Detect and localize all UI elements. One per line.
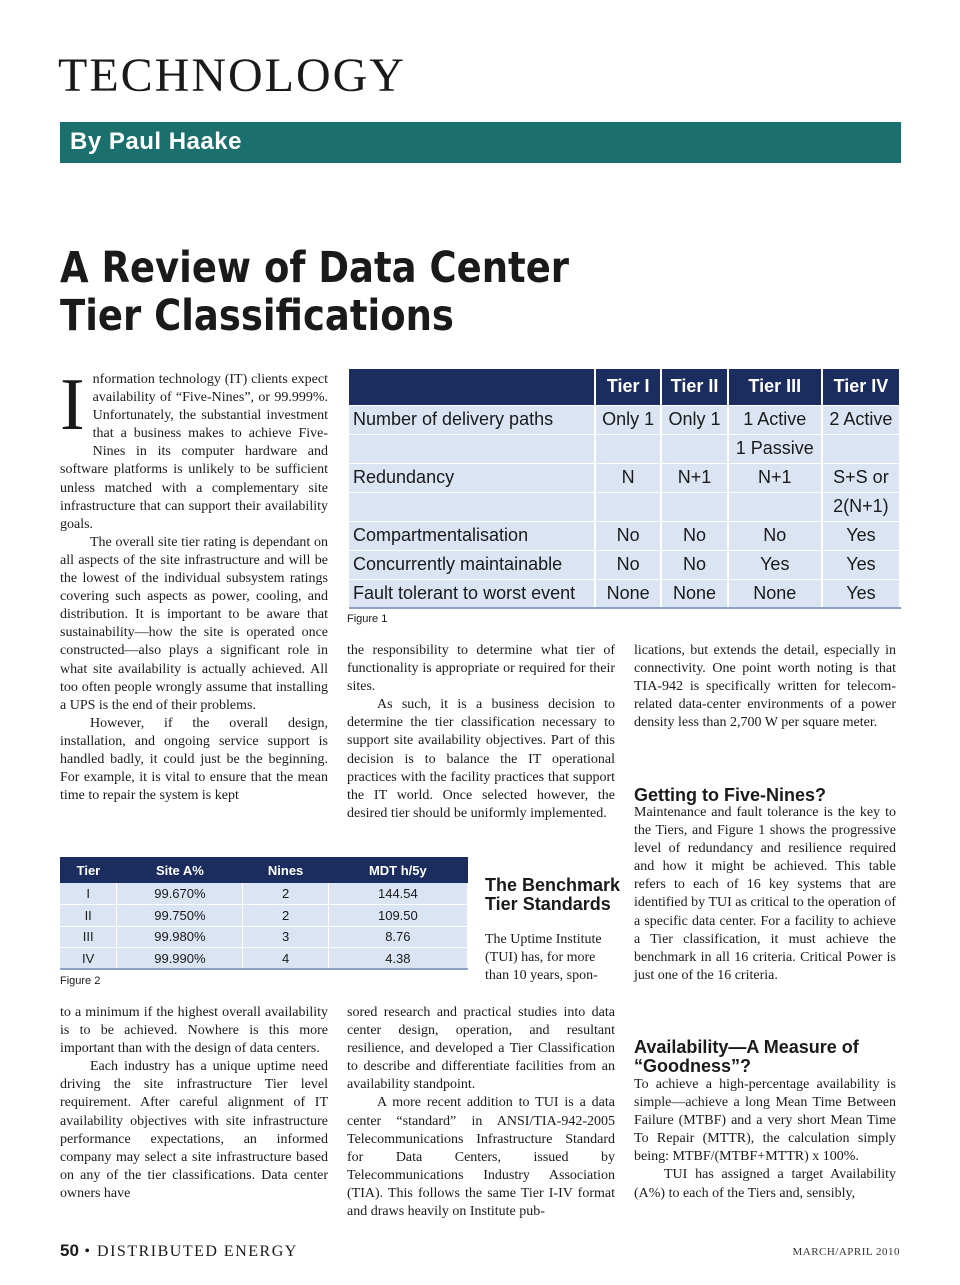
- table-cell: Compartmentalisation: [349, 521, 595, 550]
- paragraph: TUI has assigned a target Availability (A%) to each of the Tiers and, sensibly,: [634, 1167, 896, 1201]
- column-1: [60, 364, 328, 805]
- column-3: [634, 642, 896, 732]
- table-header-cell: Tier IV: [822, 369, 900, 405]
- table-cell: None: [728, 579, 822, 608]
- paragraph: A more recent addition to TUI is a data center “standard” in ANSI/TIA-942-2005 Telecommunications Infrastructure Standard for Data Centers, issued by Telecommunications Industry Association (TIA). This follows the same Tier I-IV format and draws heavily on Institute pub-: [347, 1095, 615, 1220]
- table-cell: None: [661, 579, 727, 608]
- table-cell: 2: [243, 905, 328, 927]
- issue-date: MARCH/APRIL 2010: [792, 1246, 900, 1258]
- table-cell: Yes: [822, 521, 900, 550]
- page-number: 50: [60, 1241, 79, 1260]
- table-cell: Yes: [822, 579, 900, 608]
- byline-bar: [60, 122, 901, 163]
- table-row: [60, 905, 468, 927]
- table-cell: No: [661, 521, 727, 550]
- table-cell: Yes: [728, 550, 822, 579]
- table-cell: 2: [243, 883, 328, 905]
- table-cell: 1 Active: [728, 405, 822, 434]
- paragraph: To achieve a high-percentage availability is simple—achieve a long Mean Time Between Failure (MTBF) and a very short Mean Time To Repair (MTTR), the calculation simply being: MTBF/(MTBF+MTTR) x 100%.: [634, 1077, 896, 1165]
- figure-2-caption: Figure 2: [60, 975, 101, 987]
- table-header-cell: Tier: [60, 857, 117, 883]
- table-cell: [595, 492, 661, 521]
- table-cell: [728, 492, 822, 521]
- table-row: [349, 434, 900, 463]
- table-row: [349, 405, 900, 434]
- table-header-cell: Tier I: [595, 369, 661, 405]
- table-header-cell: Tier III: [728, 369, 822, 405]
- table-cell: 99.750%: [117, 905, 243, 927]
- table-cell: [349, 434, 595, 463]
- table-cell: 4: [243, 948, 328, 970]
- table-cell: N+1: [661, 463, 727, 492]
- column-3-five-nines: [634, 804, 896, 985]
- table-cell: 2(N+1): [822, 492, 900, 521]
- figure-1-caption: Figure 1: [347, 613, 388, 625]
- subhead-five-nines: Getting to Five-Nines?: [634, 785, 827, 805]
- paragraph: Each industry has a unique uptime need driving the site infrastructure Tier level requirement. After careful alignment of IT availability objectives with site infrastructure performance expectations, an informed company may select a site infrastructure based on any of the tier classifications. Data center owners have: [60, 1059, 328, 1201]
- table-row: [60, 948, 468, 970]
- table-header-cell: Nines: [243, 857, 328, 883]
- paragraph: the responsibility to determine what tier of functionality is appropriate or required for their sites.: [347, 643, 615, 695]
- column-1-bottom: [60, 1004, 328, 1203]
- paragraph: Maintenance and fault tolerance is the key to the Tiers, and Figure 1 shows the progressive level of redundancy and resilience required and how it might be achieved. This table refers to each of 16 key systems that are identified by TUI as critical to the operation of a specific data center. For a facility to achieve a Tier classification, it must achieve the benchmark in all 16 criteria. Critical Power is just one of the 16 criteria.: [634, 805, 896, 983]
- paragraph: lications, but extends the detail, especially in connectivity. One point worth noting is that TIA-942 is specifically written for telecom-related data-center environments of a power density less than 2,700 W per square meter.: [634, 643, 896, 731]
- table-cell: Redundancy: [349, 463, 595, 492]
- table-cell: S+S or: [822, 463, 900, 492]
- table-cell: 2 Active: [822, 405, 900, 434]
- paragraph: As such, it is a business decision to determine the tier classification necessary to support site availability objectives. Part of this decision is to balance the IT operational practices with the facility practices that support the IT world. Once selected however, the desired tier should be uniformly implemented.: [347, 697, 615, 821]
- subhead-availability: Availability—A Measure of “Goodness”?: [634, 1037, 859, 1076]
- table-cell: II: [60, 905, 117, 927]
- table-row: [60, 883, 468, 905]
- paragraph: sored research and practical studies into data center design, operation, and resultant resilience, and developed a Tier Classification to describe and differentiate facilities from an availability standpoint.: [347, 1005, 615, 1093]
- table-cell: 109.50: [328, 905, 467, 927]
- table-row: [349, 550, 900, 579]
- paragraph: nformation technology (IT) clients expect availability of “Five-Nines”, or 99.999%. Unfortunately, the substantial investment that a business makes to achieve Five-Nines in its computer hardware and software platforms is unlikely to be sufficient unless matched with a complementary site infrastructure that can support their availability goals.: [60, 372, 328, 532]
- table-header-cell: Site A%: [117, 857, 243, 883]
- figure-1-table: [349, 369, 901, 609]
- table-cell: III: [60, 926, 117, 948]
- table-cell: N: [595, 463, 661, 492]
- table-header-cell: [349, 369, 595, 405]
- table-row: [60, 926, 468, 948]
- table-cell: [822, 434, 900, 463]
- column-2-narrow: [485, 931, 615, 985]
- footer-separator: •: [84, 1243, 92, 1260]
- table-cell: 99.980%: [117, 926, 243, 948]
- magazine-name: DISTRIBUTED ENERGY: [97, 1243, 298, 1260]
- table-cell: 1 Passive: [728, 434, 822, 463]
- table-cell: Yes: [822, 550, 900, 579]
- table-cell: [595, 434, 661, 463]
- footer-left: [60, 1241, 298, 1261]
- table-row: [349, 463, 900, 492]
- table-cell: 99.670%: [117, 883, 243, 905]
- table-cell: 3: [243, 926, 328, 948]
- paragraph: However, if the overall design, installation, and ongoing service support is handled badly, it could just be the beginning. For example, it is vital to ensure that the mean time to repair the system is kept: [60, 715, 328, 804]
- subhead-benchmark: The Benchmark Tier Standards: [485, 875, 621, 914]
- table-cell: [349, 492, 595, 521]
- table-header-cell: Tier II: [661, 369, 727, 405]
- table-cell: Number of delivery paths: [349, 405, 595, 434]
- table-cell: 144.54: [328, 883, 467, 905]
- byline: By Paul Haake: [70, 128, 242, 155]
- table-cell: None: [595, 579, 661, 608]
- drop-cap: I: [60, 364, 85, 446]
- table-cell: [661, 492, 727, 521]
- table-cell: Only 1: [595, 405, 661, 434]
- table-cell: N+1: [728, 463, 822, 492]
- column-2: [347, 642, 615, 823]
- table-cell: No: [595, 521, 661, 550]
- article-title-line2: Tier Classifications: [60, 291, 454, 341]
- table-cell: Fault tolerant to worst event: [349, 579, 595, 608]
- figure-2-table: [60, 857, 468, 970]
- column-2-bottom: [347, 1004, 615, 1221]
- paragraph: The Uptime Institute (TUI) has, for more than 10 years, spon-: [485, 932, 602, 984]
- table-cell: I: [60, 883, 117, 905]
- table-row: [349, 579, 900, 608]
- table-row: [349, 521, 900, 550]
- table-cell: [661, 434, 727, 463]
- table-cell: Concurrently maintainable: [349, 550, 595, 579]
- table-cell: 8.76: [328, 926, 467, 948]
- paragraph: to a minimum if the highest overall availability is to be achieved. Nowhere is this more important than with the design of data centers.: [60, 1005, 328, 1057]
- table-cell: Only 1: [661, 405, 727, 434]
- table-cell: IV: [60, 948, 117, 970]
- column-3-availability: [634, 1076, 896, 1203]
- table-cell: No: [728, 521, 822, 550]
- table-header-cell: MDT h/5y: [328, 857, 467, 883]
- table-cell: No: [595, 550, 661, 579]
- article-title-line1: A Review of Data Center: [60, 243, 570, 293]
- table-cell: 4.38: [328, 948, 467, 970]
- table-cell: 99.990%: [117, 948, 243, 970]
- paragraph: The overall site tier rating is dependant on all aspects of the site infrastructure and will be the lowest of the individual subsystem ratings covering such aspects as power, cooling, and distribution. It is important to be aware that sustainability—how the site is operated once constructed—also plays a significant role in what site availability is actually achieved. All too often people wrongly assume that installing a UPS is the end of their problems.: [60, 534, 328, 713]
- table-row: [349, 492, 900, 521]
- section-title: TECHNOLOGY: [58, 49, 406, 102]
- article-title: [60, 244, 569, 340]
- table-cell: No: [661, 550, 727, 579]
